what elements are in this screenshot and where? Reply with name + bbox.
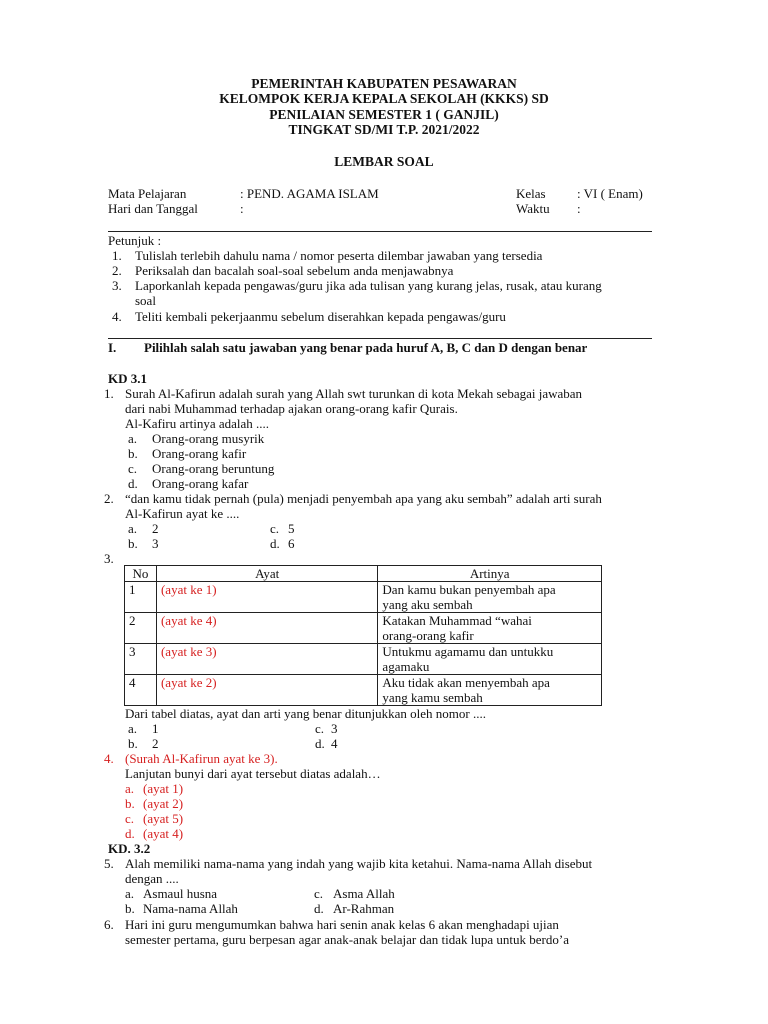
option-text: 3 <box>152 536 159 551</box>
arti-line: yang aku sembah <box>382 597 473 612</box>
arti-line: Untukmu agamamu dan untukku <box>382 644 554 659</box>
instruction-number: 3. <box>112 278 122 293</box>
table-row <box>125 582 602 613</box>
option-letter: c. <box>315 721 325 736</box>
option-letter: a. <box>125 886 135 901</box>
column-header: Ayat <box>156 566 377 582</box>
question-text: dari nabi Muhammad terhadap ajakan orang-orang kafir Qurais. <box>125 401 458 416</box>
table-cell-arti <box>378 644 602 675</box>
date-value: : <box>240 201 244 216</box>
option-letter: a. <box>125 781 135 796</box>
option-letter: c. <box>128 461 138 476</box>
option-text: Orang-orang beruntung <box>152 461 275 476</box>
option-text: 6 <box>288 536 295 551</box>
header-government: PEMERINTAH KABUPATEN PESAWARAN <box>251 76 517 91</box>
table-cell-no: 4 <box>125 675 157 706</box>
table-row <box>125 644 602 675</box>
question-number: 2. <box>104 491 114 506</box>
arti-line: agamaku <box>382 659 430 674</box>
option-letter: b. <box>125 901 135 916</box>
option-text: (ayat 5) <box>143 811 184 826</box>
table-cell-arti <box>378 582 602 613</box>
table-cell-ayat: (ayat ke 1) <box>156 582 377 613</box>
question-text: Hari ini guru mengumumkan bahwa hari senin anak kelas 6 akan menghadapi ujian <box>125 917 559 932</box>
question-text: “dan kamu tidak pernah (pula) menjadi penyembah apa yang aku sembah” adalah arti surah <box>125 491 602 506</box>
column-header: No <box>125 566 157 582</box>
question-text: Al-Kafiru artinya adalah .... <box>125 416 270 431</box>
subject-label: Mata Pelajaran <box>108 186 187 201</box>
arti-line: yang kamu sembah <box>382 690 483 705</box>
option-text: 4 <box>331 736 338 751</box>
column-header: Artinya <box>378 566 602 582</box>
question-text: (Surah Al-Kafirun ayat ke 3). <box>125 751 278 766</box>
option-letter: c. <box>125 811 135 826</box>
table-cell-arti <box>378 613 602 644</box>
header-assessment: PENILAIAN SEMESTER 1 ( GANJIL) <box>269 107 499 122</box>
time-value: : <box>577 201 581 216</box>
arti-line: Aku tidak akan menyembah apa <box>382 675 550 690</box>
question-text: Al-Kafirun ayat ke .... <box>125 506 240 521</box>
arti-line: Katakan Muhammad “wahai <box>382 613 532 628</box>
table-cell-no: 2 <box>125 613 157 644</box>
time-label: Waktu <box>516 201 550 216</box>
instruction-text: Laporkanlah kepada pengawas/guru jika ada tulisan yang kurang jelas, rusak, atau kurang <box>135 278 602 293</box>
instruction-number: 4. <box>112 309 122 324</box>
option-letter: a. <box>128 521 138 536</box>
table-header-row <box>125 566 602 582</box>
sheet-title: LEMBAR SOAL <box>334 154 434 169</box>
option-letter: d. <box>314 901 324 916</box>
arti-line: orang-orang kafir <box>382 628 474 643</box>
question-text: Dari tabel diatas, ayat dan arti yang benar ditunjukkan oleh nomor .... <box>125 706 486 721</box>
option-text: Orang-orang musyrik <box>152 431 265 446</box>
question-number: 3. <box>104 551 114 566</box>
question-text: Lanjutan bunyi dari ayat tersebut diatas adalah… <box>125 766 381 781</box>
question-number: 5. <box>104 856 114 871</box>
header-level-year: TINGKAT SD/MI T.P. 2021/2022 <box>288 122 480 137</box>
table-row <box>125 613 602 644</box>
option-text: (ayat 1) <box>143 781 184 796</box>
option-text: (ayat 4) <box>143 826 184 841</box>
question-number: 4. <box>104 751 114 766</box>
option-text: (ayat 2) <box>143 796 184 811</box>
date-label: Hari dan Tanggal <box>108 201 198 216</box>
option-text: Asmaul husna <box>143 886 218 901</box>
arti-line: Dan kamu bukan penyembah apa <box>382 582 556 597</box>
question-text: Alah memiliki nama-nama yang indah yang wajib kita ketahui. Nama-nama Allah disebut <box>125 856 593 871</box>
question-text: Surah Al-Kafirun adalah surah yang Allah swt turunkan di kota Mekah sebagai jawaban <box>125 386 583 401</box>
table-cell-no: 1 <box>125 582 157 613</box>
option-letter: b. <box>128 446 138 461</box>
table-cell-no: 3 <box>125 644 157 675</box>
kd-heading: KD. 3.2 <box>108 841 151 856</box>
table-cell-ayat: (ayat ke 2) <box>156 675 377 706</box>
option-text: Asma Allah <box>333 886 395 901</box>
option-letter: a. <box>128 431 138 446</box>
option-letter: c. <box>314 886 324 901</box>
option-text: 3 <box>331 721 338 736</box>
option-letter: c. <box>270 521 280 536</box>
option-letter: d. <box>128 476 138 491</box>
verse-table <box>124 565 602 706</box>
instruction-text: Teliti kembali pekerjaanmu sebelum diserahkan kepada pengawas/guru <box>135 309 506 324</box>
option-text: Orang-orang kafar <box>152 476 249 491</box>
question-number: 1. <box>104 386 114 401</box>
divider <box>108 338 652 339</box>
header-kkks: KELOMPOK KERJA KEPALA SEKOLAH (KKKS) SD <box>219 91 549 106</box>
option-text: 1 <box>152 721 159 736</box>
kd-heading: KD 3.1 <box>108 371 147 386</box>
instruction-text: soal <box>135 293 156 308</box>
option-letter: d. <box>125 826 135 841</box>
question-text: semester pertama, guru berpesan agar anak-anak belajar dan tidak lupa untuk berdo’a <box>125 932 569 947</box>
option-text: Orang-orang kafir <box>152 446 247 461</box>
table-row <box>125 675 602 706</box>
class-label: Kelas <box>516 186 546 201</box>
option-letter: b. <box>128 736 138 751</box>
table-cell-ayat: (ayat ke 3) <box>156 644 377 675</box>
option-text: Ar-Rahman <box>333 901 395 916</box>
table-cell-arti <box>378 675 602 706</box>
option-letter: d. <box>315 736 325 751</box>
class-value: : VI ( Enam) <box>577 186 643 201</box>
section-title: Pilihlah salah satu jawaban yang benar pada huruf A, B, C dan D dengan benar <box>144 340 588 355</box>
question-number: 6. <box>104 917 114 932</box>
option-letter: b. <box>128 536 138 551</box>
divider <box>108 231 652 232</box>
option-letter: b. <box>125 796 135 811</box>
option-text: 5 <box>288 521 295 536</box>
instruction-text: Periksalah dan bacalah soal-soal sebelum anda menjawabnya <box>135 263 454 278</box>
instruction-text: Tulislah terlebih dahulu nama / nomor peserta dilembar jawaban yang tersedia <box>135 248 543 263</box>
table-cell-ayat: (ayat ke 4) <box>156 613 377 644</box>
subject-value: : PEND. AGAMA ISLAM <box>240 186 379 201</box>
instruction-number: 1. <box>112 248 122 263</box>
question-text: dengan .... <box>125 871 179 886</box>
option-letter: d. <box>270 536 280 551</box>
option-text: 2 <box>152 736 159 751</box>
option-text: 2 <box>152 521 159 536</box>
option-letter: a. <box>128 721 138 736</box>
option-text: Nama-nama Allah <box>143 901 238 916</box>
instruction-number: 2. <box>112 263 122 278</box>
instructions-title: Petunjuk : <box>108 233 162 248</box>
section-number: I. <box>108 340 117 355</box>
